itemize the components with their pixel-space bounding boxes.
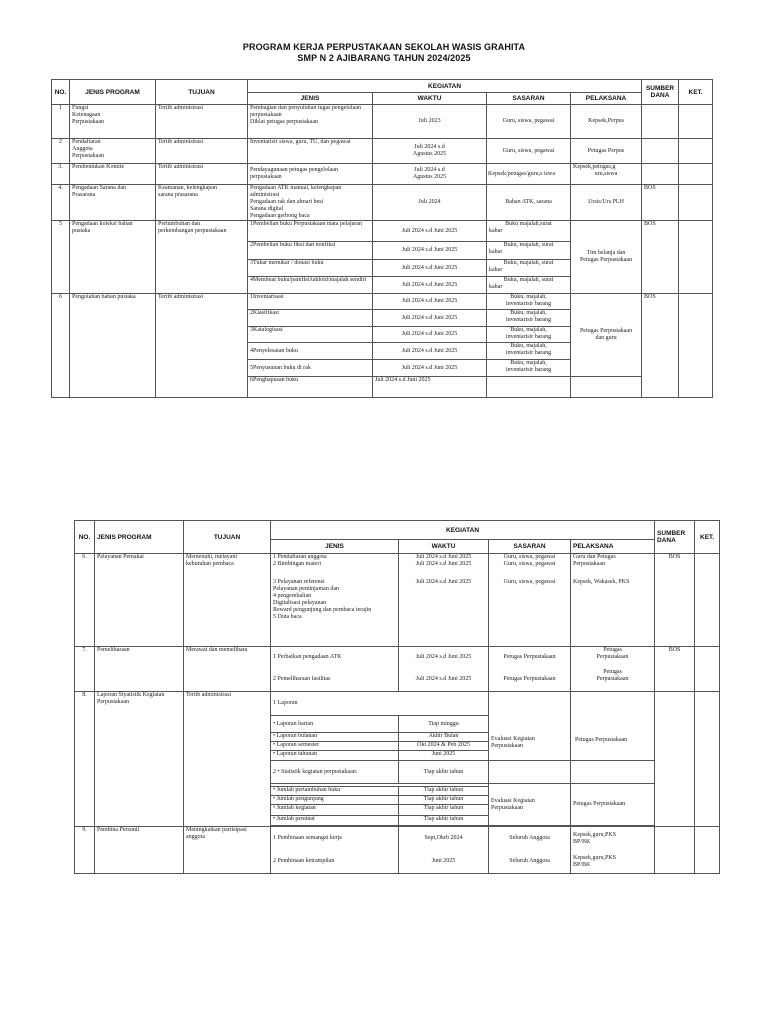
- row-jenis: 2 Pemeliharaan fasilitas: [271, 669, 399, 692]
- header-waktu: WAKTU: [373, 93, 487, 105]
- row-jenis: • Laporan bulanan: [271, 733, 399, 742]
- row-tujuan: Tertib administrasi: [156, 164, 248, 185]
- header-ket: KET.: [679, 80, 713, 105]
- row-jenis: 6Penghapusan buku: [248, 377, 373, 398]
- row-waktu: Juli 2024 s.d Juni 2025: [399, 647, 489, 669]
- row-program: Fungsi Ketenagaan Perpustakaan: [70, 105, 156, 139]
- header-jenis: JENIS: [271, 540, 399, 554]
- row-sasaran: Seluruh Anggota: [489, 851, 571, 874]
- row-tujuan: Pertumbuhan dan perkembangan perpustakaan: [156, 221, 248, 294]
- row-program: Pendaftaran Anggota Perpustakaan: [70, 139, 156, 164]
- row-no: 3.: [52, 164, 70, 185]
- row-program: Pengadaan Sarana dan Prasarana: [70, 185, 156, 221]
- row-jenis: Pendayagunaan petugas pengelolaan perpustakaan: [248, 164, 373, 185]
- row-program: Pembina Personil: [95, 827, 184, 874]
- row-sumber: BOS: [655, 647, 695, 692]
- row-sumber: BOS: [642, 294, 679, 398]
- row-pelaksana: Petugas Perpustakaan: [571, 669, 655, 692]
- row-sasaran: Guru, siswa, pegawai Guru, siswa, pegawai: [489, 554, 571, 576]
- row-jenis: • Laporan harian: [271, 716, 399, 733]
- header-ket: KET.: [695, 521, 720, 554]
- row-waktu: Juli 2024 s.d Juni 2025 Juli 2024 s.d Juni 2025: [399, 554, 489, 576]
- row-ket: [695, 554, 720, 647]
- row-waktu: Tiap akhir tahun: [399, 787, 489, 796]
- row-ket: [679, 105, 713, 139]
- row-program: Pengolahan bahan pustaka: [70, 294, 156, 398]
- row-pelaksana: Ursis/Urs.PLH: [571, 185, 642, 221]
- row-waktu: Juli 2024 s.d Juni 2025: [373, 327, 487, 343]
- header-jenis: JENIS: [248, 93, 373, 105]
- row-pelaksana: Petugas Perpus: [571, 139, 642, 164]
- row-ket: [695, 692, 720, 827]
- row-no: 6: [52, 294, 70, 398]
- row-waktu: Juli 2024 s.d Juni 2025: [373, 343, 487, 360]
- row-sasaran: Guru, siswa, pegawai: [487, 105, 571, 139]
- row-sumber: BOS: [642, 185, 679, 221]
- row-sasaran: Buku, majalah, inventarisir barang: [487, 327, 571, 343]
- row-no: 2: [52, 139, 70, 164]
- row-jenis: 2 • Statistik kegiatan perpustakaan:: [271, 761, 399, 784]
- row-pelaksana: Kepsek,Perpus: [571, 105, 642, 139]
- row-pelaksana: Petugas Perpustakaan dan guru: [571, 294, 642, 377]
- row-sasaran: Buku, majalah, surat kabar: [487, 242, 571, 260]
- row-pelaksana: Kepsek, Wakasek, PKS: [571, 576, 655, 647]
- row-program: Pemeliharaan: [95, 647, 184, 692]
- row-waktu: Tiap akhir tahun: [399, 761, 489, 784]
- row-waktu: Juli 2024 s.d Juni 2025: [373, 260, 487, 277]
- table-row: [52, 294, 713, 310]
- header-sasaran: SASARAN: [487, 93, 571, 105]
- row-no: 7.: [75, 647, 95, 692]
- row-ket: [679, 185, 713, 221]
- header-kegiatan: KEGIATAN: [248, 80, 642, 93]
- table-row: [52, 105, 713, 139]
- document-subtitle: SMP N 2 AJIBARANG TAHUN 2024/2025: [297, 53, 471, 63]
- row-waktu: Juli 2024 s.d Juni 2025: [373, 360, 487, 377]
- row-sasaran: Petugas Perpustakaan: [489, 669, 571, 692]
- row-no: 9.: [75, 827, 95, 874]
- row-waktu: Sept,Okrb 2024: [399, 827, 489, 851]
- row-jenis: 1Pembelian buku Perpustakaan mata pelajaran: [248, 221, 373, 242]
- row-waktu: Juli 2024 s.d Juni 2025: [373, 310, 487, 327]
- row-waktu: Juli 2024 s.d Juni 2025: [373, 242, 487, 260]
- row-no: 1: [52, 105, 70, 139]
- row-tujuan: Keamanan, kelengkapan sarana prasarana: [156, 185, 248, 221]
- table-row: [52, 139, 713, 164]
- row-sasaran: Guru, siswa, pegawai: [489, 576, 571, 647]
- row-sasaran: Bahan ATK, sarana: [487, 185, 571, 221]
- row-sumber: BOS: [642, 221, 679, 294]
- row-tujuan: Tertib administrasi: [184, 692, 271, 827]
- row-sasaran: Buku, majalah, inventarisir barang: [487, 310, 571, 327]
- row-sasaran: Buku, majalah, inventarisir barang: [487, 360, 571, 377]
- row-no: 8.: [75, 692, 95, 827]
- header-no: NO.: [52, 80, 70, 105]
- row-jenis: 3Tukar menukar / donasi buku: [248, 260, 373, 277]
- row-pelaksana: Kepsek,guru,PKS BP/BK: [571, 827, 655, 851]
- row-waktu: Juli 2024 s.d Juni 2025: [373, 221, 487, 242]
- row-waktu: Juni 2025: [399, 851, 489, 874]
- table-row: [52, 185, 713, 221]
- program-table-2: [74, 520, 720, 874]
- row-sasaran: [489, 692, 571, 761]
- row-ket: [679, 294, 713, 398]
- row-waktu: Okt 2024 & Peb 2025: [399, 742, 489, 751]
- row-pelaksana: Tim belanja dan Petugas Perpustakaan: [571, 221, 642, 294]
- row-sasaran: Buku, majalah, surat kabar: [487, 277, 571, 294]
- row-pelaksana: Kepsek,guru,PKS BP/BK: [571, 851, 655, 874]
- row-jenis: Pengadaan ATK manual, kelengkapan administrasi Pengadaan rak dan almari besi Sarana digital Pengadaan gerbong baca: [248, 185, 373, 221]
- row-program: Pelayanan Pemakai: [95, 554, 184, 647]
- table-row: [75, 692, 720, 716]
- row-waktu: Juli 2024 s.d Agustus 2025: [373, 139, 487, 164]
- row-waktu: Juli 2024 s.d Juni 2025: [373, 377, 487, 398]
- row-ket: [695, 827, 720, 874]
- row-sasaran: Buku, majalah, surat kabar: [487, 260, 571, 277]
- row-jenis: 3Katalogisasi: [248, 327, 373, 343]
- table-row: [75, 554, 720, 576]
- header-tujuan: TUJUAN: [184, 521, 271, 554]
- row-jenis: • Laporan tahunan: [271, 751, 399, 761]
- row-jenis: 1 Pendaftaran anggota 2 Bimbingan materi: [271, 554, 399, 576]
- row-waktu: Tiap akhir tahun: [399, 816, 489, 826]
- row-jenis: 1 Pembinaan semangat kerja: [271, 827, 399, 851]
- row-pelaksana: Kepsek,petugas,g uru,siswa: [571, 164, 642, 185]
- laporan-pelaksana: Petugas Perpustakaan: [575, 737, 628, 743]
- row-sasaran: Buku, majalah, inventarisir barang: [487, 343, 571, 360]
- row-no: 4.: [52, 185, 70, 221]
- row-waktu: Juli 2024 s.d Juni 2025: [373, 277, 487, 294]
- row-ket: [695, 647, 720, 692]
- row-pelaksana: [571, 692, 655, 761]
- row-no: 6.: [75, 554, 95, 647]
- row-ket: [679, 221, 713, 294]
- program-table-1: [51, 79, 713, 398]
- table-row: [75, 647, 720, 669]
- row-jenis: 2Klasifikasi: [248, 310, 373, 327]
- row-tujuan: Meningkatkan partisipasi anggota: [184, 827, 271, 874]
- laporan-sasaran: Evaluasi Kegiatan Perpustakaan: [491, 736, 535, 749]
- document-title: PROGRAM KERJA PERPUSTAKAAN SEKOLAH WASIS GRAHITA: [242, 42, 526, 52]
- row-jenis: • Laporan semester: [271, 742, 399, 751]
- header-pelaksana: PELAKSANA: [571, 540, 655, 554]
- row-program: Laporan Styatistik Kegiatan Perpustakaan: [95, 692, 184, 827]
- header-tujuan: TUJUAN: [156, 80, 248, 105]
- row-sumber: [642, 139, 679, 164]
- row-sasaran: Evaluasi Kegiatan Perpustakaan: [489, 784, 571, 826]
- row-program: Pengadaan koleksi bahan pustaka: [70, 221, 156, 294]
- row-pelaksana: [571, 377, 642, 398]
- row-waktu: Juli 2024 s.d Agustus 2025: [373, 164, 487, 185]
- row-sumber: [655, 827, 695, 874]
- row-waktu: Tiap akhir tahun: [399, 796, 489, 805]
- table-row: [52, 221, 713, 242]
- row-sasaran: Seluruh Anggota: [489, 827, 571, 851]
- row-pelaksana: Guru dan Petugas Perpustakaan: [571, 554, 655, 576]
- row-pelaksana: [571, 761, 655, 784]
- header-waktu: WAKTU: [399, 540, 489, 554]
- row-jenis: • Jumlah kegiatan: [271, 805, 399, 816]
- row-waktu: Akhir Bulan: [399, 733, 489, 742]
- row-jenis: 1 Perbaikan pengadaan ATK: [271, 647, 399, 669]
- row-jenis: 1Inventarisasi: [248, 294, 373, 310]
- row-ket: [679, 139, 713, 164]
- row-waktu: Juli 2024: [373, 185, 487, 221]
- row-waktu: Tiap akhir tahun: [399, 805, 489, 816]
- header-no: NO.: [75, 521, 95, 554]
- header-sumber-dana: SUMBER DANA: [642, 80, 679, 105]
- row-waktu: Juli 2024 s.d Juni 2025: [399, 669, 489, 692]
- header-pelaksana: PELAKSANA: [571, 93, 642, 105]
- header-sasaran: SASARAN: [489, 540, 571, 554]
- row-sasaran: Buku majalah,surat kabar: [487, 221, 571, 242]
- row-pelaksana: Petugas Perpustakaan: [571, 784, 655, 826]
- table-row: [52, 164, 713, 185]
- row-jenis: • Jumlah pengunjung: [271, 796, 399, 805]
- row-jenis: 3 Pelayanan referensi Pelayanan peminjaman dan 4 pengembalian Digitalisasi pelayanan Reward pengunjung dan pembaca terajin 5 Duta baca: [271, 576, 399, 647]
- row-jenis: • Jumlah peminat: [271, 816, 399, 826]
- row-waktu: Juli 2024 s.d Juni 2025: [373, 294, 487, 310]
- row-jenis: Pembagian dan penyuluhan tugas pengelolaan perpustakaan Diklat petugas perpustakaan: [248, 105, 373, 139]
- row-jenis: 1 Laporan: [271, 692, 489, 716]
- row-waktu: Juli 2024 s.d Juni 2025: [399, 576, 489, 647]
- table-row: [75, 827, 720, 851]
- row-tujuan: Memenuhi, melayani kebutuhan pembaca: [184, 554, 271, 647]
- row-waktu: Tiap minggu: [399, 716, 489, 733]
- row-jenis: 4Membuat buku/pamflet/tabloid/majalah sendiri: [248, 277, 373, 294]
- row-sasaran: [489, 761, 571, 784]
- row-tujuan: Merawat dan memelihara: [184, 647, 271, 692]
- row-jenis: 4Penyelesaian buku: [248, 343, 373, 360]
- row-sasaran: Petugas Perpustakaan: [489, 647, 571, 669]
- row-sumber: BOS: [655, 554, 695, 647]
- row-sumber: [642, 164, 679, 185]
- row-no: 5: [52, 221, 70, 294]
- row-tujuan: Tertib administrasi: [156, 105, 248, 139]
- row-jenis: • Jumlah pertambuhan buku: [271, 787, 399, 796]
- row-ket: [679, 164, 713, 185]
- row-sumber: [655, 692, 695, 827]
- row-waktu: Juli 2023: [373, 105, 487, 139]
- row-jenis: Inventarisir siswa, guru, TU, dan pegawai: [248, 139, 373, 164]
- row-tujuan: Tertib administrasi: [156, 139, 248, 164]
- row-tujuan: Tertib administrasi: [156, 294, 248, 398]
- row-sasaran: Kepsek/petugas/guru,s iswa: [487, 164, 571, 185]
- row-jenis: 2Pembelian buku fiksi dan nonfiksi: [248, 242, 373, 260]
- header-jenis-program: JENIS PROGRAM: [70, 80, 156, 105]
- row-sumber: [642, 105, 679, 139]
- row-waktu: Juni 2025: [399, 751, 489, 761]
- row-jenis: 5Penyusunan buku di rak: [248, 360, 373, 377]
- row-pelaksana: Petugas Perpustakaan: [571, 647, 655, 669]
- row-sasaran: [487, 377, 571, 398]
- row-sasaran: Buku, majalah, inventarisir barang: [487, 294, 571, 310]
- row-sasaran: Guru, siswa, pegawai: [487, 139, 571, 164]
- row-program: Pembentukan Komite: [70, 164, 156, 185]
- row-jenis: 2 Pembinaan ketrampilan: [271, 851, 399, 874]
- header-kegiatan: KEGIATAN: [271, 521, 655, 540]
- header-sumber-dana: SUMBER DANA: [655, 521, 695, 554]
- header-jenis-program: JENIS PROGRAM: [95, 521, 184, 554]
